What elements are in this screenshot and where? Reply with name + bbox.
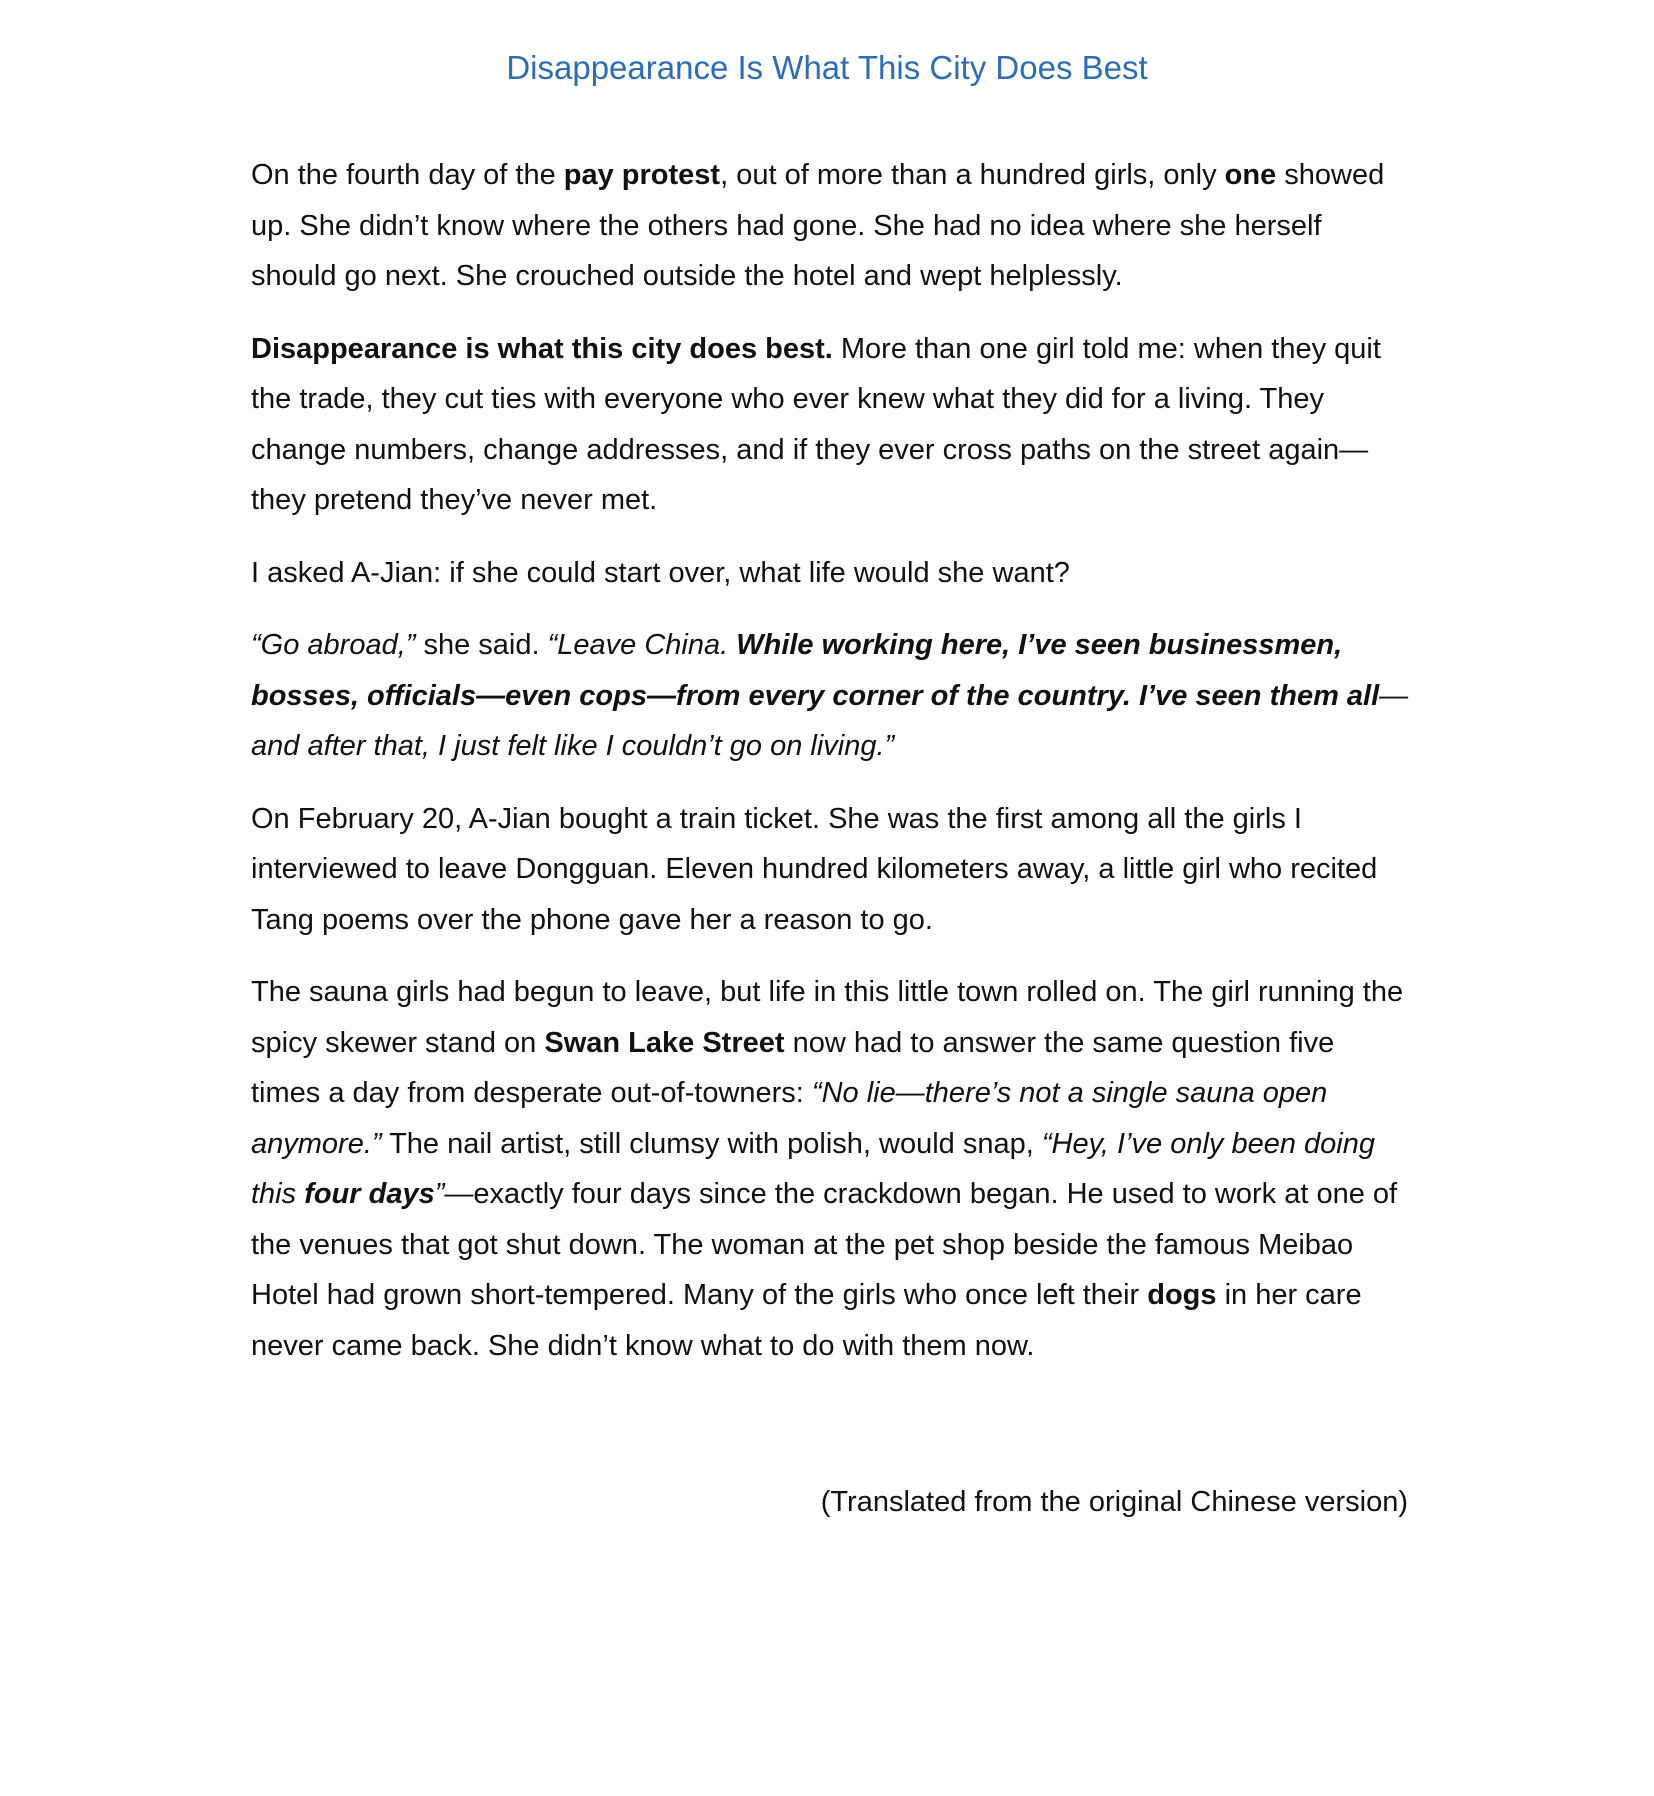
text-run: in her care never came back. She didn’t know what to do with them now.	[251, 1279, 1362, 1362]
text-run: The sauna girls had begun to leave, but life in this little town rolled on. The girl running the spicy skewer stand on	[251, 976, 1404, 1059]
document-body	[251, 150, 1411, 1393]
paragraph	[251, 150, 1411, 302]
paragraph	[251, 967, 1411, 1371]
emphasis-text: “Hey, I’ve only been doing this	[251, 1127, 1376, 1210]
text-run: The nail artist, still clumsy with polish, would snap,	[381, 1127, 1042, 1160]
paragraph	[251, 548, 1411, 599]
paragraph	[251, 794, 1411, 946]
emphasis-text: Disappearance is what this city does best.	[251, 332, 833, 365]
text-run: showed up. She didn’t know where the others had gone. She had no idea where she herself should go next. She crouched outside the hotel and wept helplessly.	[251, 159, 1385, 292]
text-run: , out of more than a hundred girls, only	[720, 159, 1225, 191]
emphasis-text: While working here, I’ve seen businessmen, bosses, officials—even cops—from every corner of the country. I’ve seen them all	[251, 629, 1380, 712]
paragraph	[251, 620, 1411, 772]
emphasis-text: “Leave China.	[547, 629, 737, 661]
text-run: I asked A-Jian: if she could start over, what life would she want?	[251, 556, 1070, 589]
emphasis-text: ”	[434, 1178, 445, 1210]
emphasis-text: dogs	[1147, 1279, 1217, 1311]
emphasis-text: four days	[304, 1178, 435, 1210]
text-run: she said.	[415, 629, 548, 661]
paragraph	[251, 324, 1411, 526]
text-run: now had to answer the same question five times a day from desperate out-of-towners:	[251, 1026, 1335, 1109]
text-run: On February 20, A-Jian bought a train ticket. She was the first among all the girls I interviewed to leave Dongguan. Eleven hundred kilometers away, a little girl who recited Tang poems over the phone gave her a reason to go.	[251, 802, 1378, 936]
emphasis-text: one	[1224, 159, 1277, 191]
text-run: More than one girl told me: when they quit the trade, they cut ties with everyone who ever knew what they did for a living. They change numbers, change addresses, and if they ever cross paths on the street again—they pretend they’ve never met.	[251, 332, 1381, 516]
text-run: —exactly four days since the crackdown began. He used to work at one of the venues that got shut down. The woman at the pet shop beside the famous Meibao Hotel had grown short-tempered. Many of the girls who once left their	[251, 1178, 1398, 1311]
emphasis-text: “No lie—there’s not a single sauna open anymore.”	[251, 1077, 1328, 1160]
emphasis-text: pay protest	[563, 159, 721, 191]
translation-note: (Translated from the original Chinese version)	[820, 1486, 1408, 1518]
emphasis-text: —and after that, I just felt like I couldn’t go on living.”	[251, 679, 1409, 762]
document-title: Disappearance Is What This City Does Best	[506, 49, 1148, 86]
emphasis-text: Swan Lake Street	[544, 1026, 785, 1059]
text-run: On the fourth day of the	[251, 159, 564, 191]
emphasis-text: “Go abroad,”	[251, 629, 416, 661]
